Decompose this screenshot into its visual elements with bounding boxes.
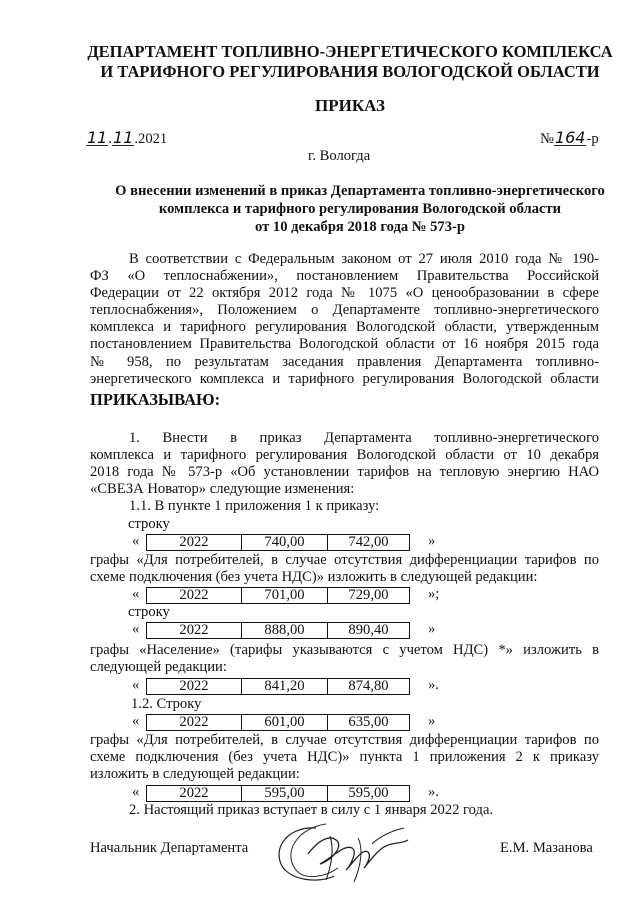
date-day: 11 [87, 128, 108, 147]
item1-line2: комплекса и тарифного регулирования Вологодской области от 10 декабря [90, 447, 599, 463]
row4-open-quote: « [132, 677, 140, 693]
preamble-line7: № 958, по результатам заседания правления Департамента топливно- [90, 354, 599, 370]
stroku-label-2: строку [128, 604, 170, 620]
city: г. Вологда [308, 148, 371, 164]
signatory-position: Начальник Департамента [90, 840, 249, 856]
date-month: 11 [113, 128, 134, 147]
text-c-line2: схеме подключения (без учета НДС)» пункта 1 приложения 2 к приказу [90, 749, 599, 765]
row3-year: 2022 [147, 623, 242, 638]
row5-open-quote: « [132, 713, 140, 729]
row3-close-quote: » [428, 621, 436, 637]
number-suffix: -р [586, 131, 599, 147]
row2-value2: 729,00 [348, 587, 389, 603]
doc-type: ПРИКАЗ [315, 96, 385, 115]
preamble-line1: В соответствии с Федеральным законом от 27 июля 2010 года № 190- [129, 251, 599, 267]
row4-value1: 841,20 [242, 679, 328, 694]
row2-value1: 701,00 [242, 588, 328, 603]
row6-value2: 595,00 [348, 785, 389, 801]
text-c-line3: изложить в следующей редакции: [90, 766, 300, 782]
signatory-name: Е.М. Мазанова [500, 840, 593, 856]
row1-value1: 740,00 [242, 535, 328, 550]
row2-table [146, 587, 410, 604]
item2: 2. Настоящий приказ вступает в силу с 1 января 2022 года. [129, 802, 494, 818]
number-prefix: № [540, 131, 554, 147]
row6-open-quote: « [132, 784, 140, 800]
item1-line3: 2018 года № 573-р «Об установлении тарифов на тепловую энергию НАО [90, 464, 599, 480]
row4-value2: 874,80 [348, 678, 389, 694]
row6-value1: 595,00 [242, 786, 328, 801]
row1-close-quote: » [428, 533, 436, 549]
row3-open-quote: « [132, 621, 140, 637]
row6-table [146, 785, 410, 802]
date-sep: . [108, 131, 113, 147]
text-a-line2: схеме подключения (без учета НДС)» изложить в следующей редакции: [90, 569, 538, 585]
signature-mark [268, 818, 418, 890]
row4-close-quote: ». [428, 677, 439, 693]
org-name-line1: ДЕПАРТАМЕНТ ТОПЛИВНО-ЭНЕРГЕТИЧЕСКОГО КОМПЛЕКСА [87, 42, 613, 61]
row2-close-quote: »; [428, 586, 440, 602]
row1-table [146, 534, 410, 551]
title-line3: от 10 декабря 2018 года № 573-р [255, 219, 465, 235]
doc-number [540, 130, 599, 148]
row5-close-quote: » [428, 713, 436, 729]
preamble-line5: комплекса и тарифного регулирования Вологодской области, утвержденным [90, 319, 599, 335]
item1-line1: 1. Внести в приказ Департамента топливно-энергетического [129, 430, 599, 446]
row1-open-quote: « [132, 533, 140, 549]
title-line2: комплекса и тарифного регулирования Вологодской области [158, 201, 562, 217]
stroku-label-1: строку [128, 516, 170, 532]
item1-line4: «СВЕЗА Новатор» следующие изменения: [90, 481, 355, 497]
row1-year: 2022 [147, 535, 242, 550]
preamble-line8: энергетического комплекса и тарифного регулирования Вологодской области [90, 371, 599, 387]
row6-close-quote: ». [428, 784, 439, 800]
row4-table [146, 678, 410, 695]
row5-value2: 635,00 [348, 714, 389, 730]
row5-value1: 601,00 [242, 715, 328, 730]
preamble-line2: ФЗ «О теплоснабжении», постановлением Правительства Российской [90, 268, 599, 284]
preamble-line4: теплоснабжения», Положением о Департаменте топливно-энергетического [90, 302, 599, 318]
title-line1: О внесении изменений в приказ Департамента топливно-энергетического [115, 183, 605, 199]
row2-year: 2022 [147, 588, 242, 603]
org-name-line2: И ТАРИФНОГО РЕГУЛИРОВАНИЯ ВОЛОГОДСКОЙ ОБЛАСТИ [100, 62, 600, 81]
preamble-line3: Федерации от 22 октября 2012 года № 1075 «О ценообразовании в сфере [90, 285, 599, 301]
row3-value1: 888,00 [242, 623, 328, 638]
row5-year: 2022 [147, 715, 242, 730]
date-year: .2021 [134, 131, 168, 147]
row1-value2: 742,00 [348, 534, 389, 550]
text-b-line1: графы «Население» (тарифы указываются с учетом НДС) *» изложить в [90, 642, 599, 658]
subitem-1-2: 1.2. Строку [131, 696, 202, 712]
row4-year: 2022 [147, 679, 242, 694]
row6-year: 2022 [147, 786, 242, 801]
doc-date [86, 130, 167, 148]
row5-table [146, 714, 410, 731]
text-a-line1: графы «Для потребителей, в случае отсутствия дифференциации тарифов по [90, 552, 599, 568]
row3-value2: 890,40 [348, 622, 389, 638]
preamble-line6: постановлением Правительства Вологодской области от 16 ноября 2015 года [90, 336, 599, 352]
subitem-1-1: 1.1. В пункте 1 приложения 1 к приказу: [129, 498, 380, 514]
order-word: ПРИКАЗЫВАЮ: [90, 390, 221, 409]
row2-open-quote: « [132, 586, 140, 602]
text-b-line2: следующей редакции: [90, 659, 227, 675]
number-value: 164 [554, 128, 586, 147]
row3-table [146, 622, 410, 639]
text-c-line1: графы «Для потребителей, в случае отсутствия дифференциации тарифов по [90, 732, 599, 748]
